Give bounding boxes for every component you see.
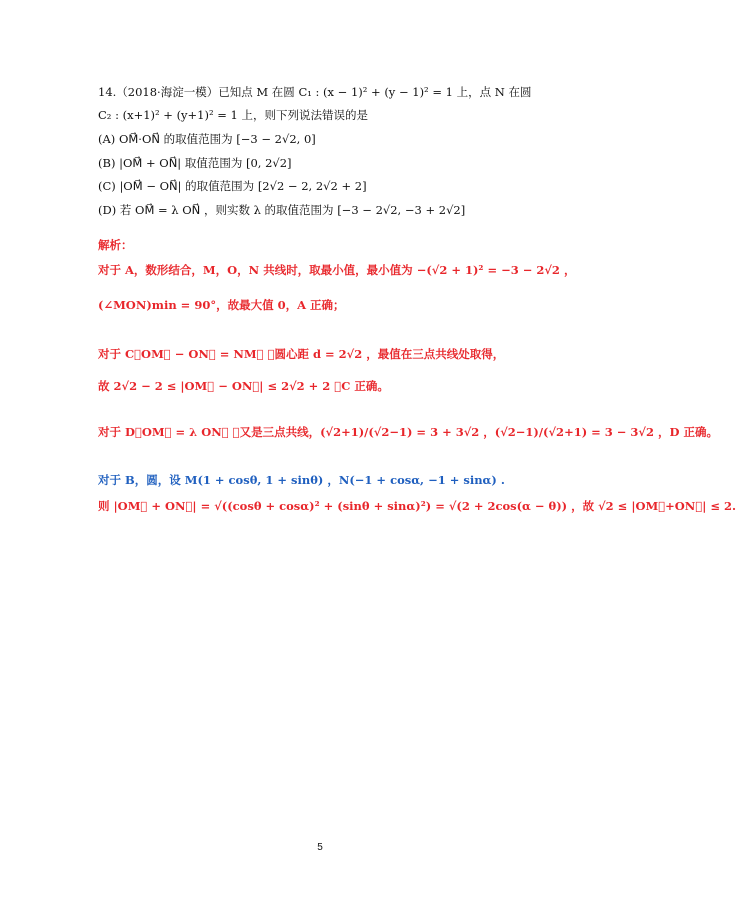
option-d-label: (D) — [98, 203, 117, 217]
solution-c-line-2: 故 2√2 − 2 ≤ |OM⃗ − ON⃗| ≤ 2√2 + 2 ，C 正确。 — [98, 379, 389, 393]
option-b-label: (B) — [98, 156, 116, 170]
option-d-text: 若 OM⃗ = λ ON⃗ ，则实数 λ 的取值范围为 [−3 − 2√2, −3 + 2√2] — [119, 203, 466, 217]
solution-heading: 解析： — [98, 238, 133, 252]
option-a-text: OM⃗·ON⃗ 的取值范围为 [−3 − 2√2, 0] — [118, 132, 316, 146]
page-number: 5 — [317, 842, 323, 853]
option-d — [98, 202, 465, 218]
option-c-label: (C) — [98, 179, 116, 193]
problem-line-1: 14.（2018·海淀一模）已知点 M 在圆 C₁ : (x − 1)² + (y − 1)² = 1 上，点 N 在圆 — [98, 85, 532, 99]
solution-c-line-1: 对于 C，OM⃗ − ON⃗ = NM⃗ ，圆心距 d = 2√2 ，最值在三点共线处取得， — [98, 347, 505, 361]
option-b-text: |OM⃗ + ON⃗| 取值范围为 [0, 2√2] — [119, 156, 292, 170]
solution-a-line-2: (∠MON)min = 90°，故最大值 0，A 正确； — [98, 298, 345, 312]
problem-line-2: C₂ : (x+1)² + (y+1)² = 1 上，则下列说法错误的是 — [98, 108, 369, 122]
solution-b-line-2: 则 |OM⃗ + ON⃗| = √((cosθ + cosα)² + (sinθ + sinα)²) = √(2 + 2cos(α − θ)) ，故 √2 ≤ |OM⃗+ON⃗| ≤ 2. — [98, 499, 736, 513]
solution-a-line-1: 对于 A，数形结合，M，O，N 共线时，取最小值，最小值为 −(√2 + 1)² = −3 − 2√2 ， — [98, 263, 576, 277]
option-c-text: |OM⃗ − ON⃗| 的取值范围为 [2√2 − 2, 2√2 + 2] — [119, 179, 367, 193]
option-c — [98, 178, 367, 194]
option-a — [98, 131, 316, 147]
option-b — [98, 155, 292, 171]
option-a-label: (A) — [98, 132, 116, 146]
solution-d-line: 对于 D，OM⃗ = λ ON⃗ ，又是三点共线，(√2+1)/(√2−1) = 3 + 3√2 ，(√2−1)/(√2+1) = 3 − 3√2 ，D 正确。 — [98, 425, 718, 439]
solution-b-line-1: 对于 B，圆，设 M(1 + cosθ, 1 + sinθ) ，N(−1 + cosα, −1 + sinα) . — [98, 473, 505, 487]
